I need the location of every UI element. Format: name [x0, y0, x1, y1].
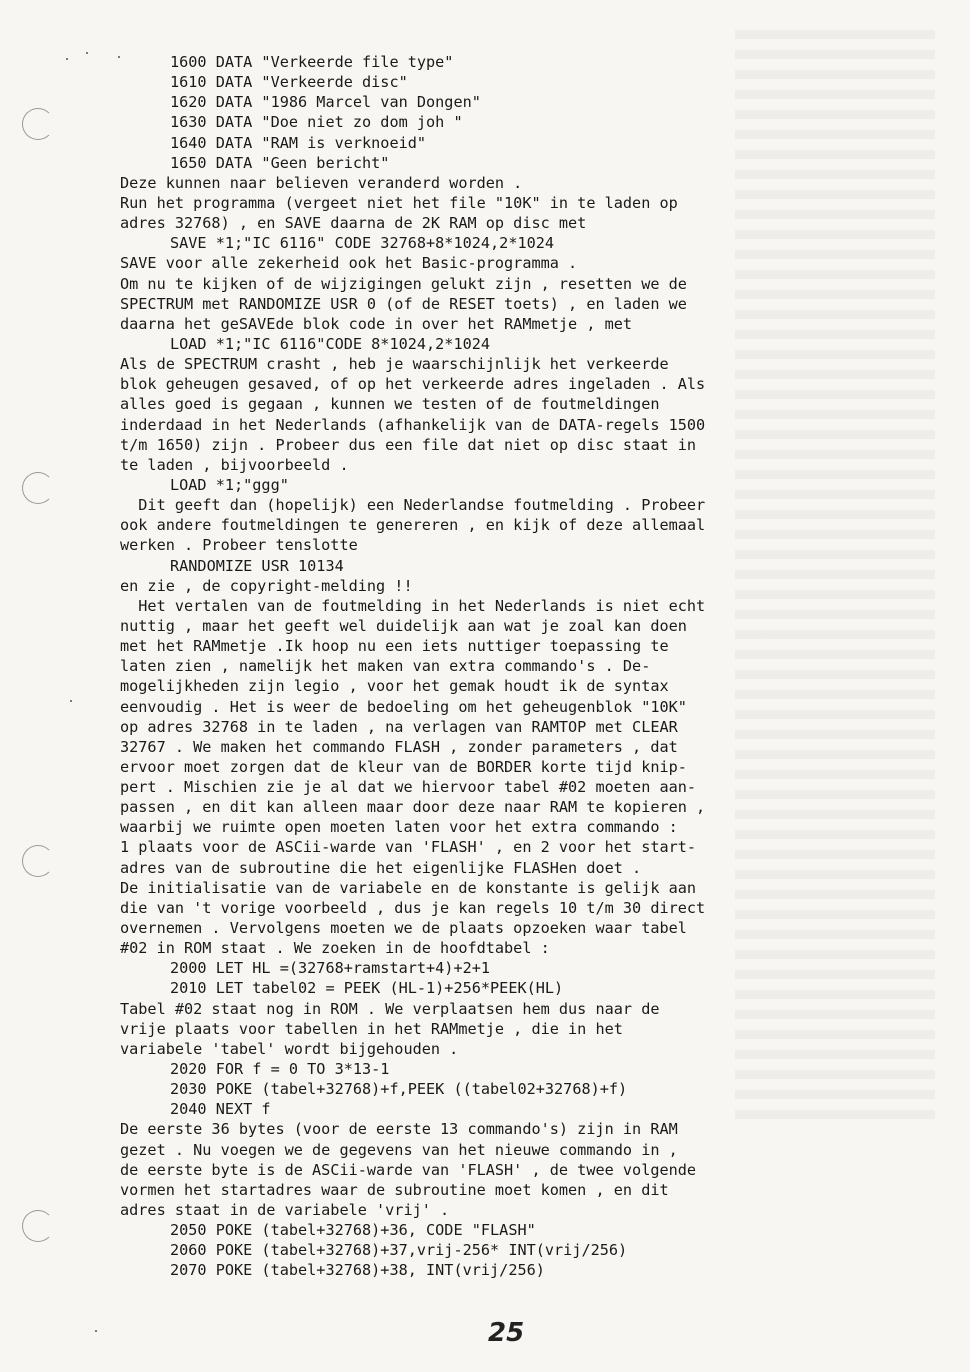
- code-line: 2070 POKE (tabel+32768)+38, INT(vrij/256): [170, 1261, 545, 1280]
- punch-hole: [22, 108, 54, 140]
- text-line: adres 32768) , en SAVE daarna de 2K RAM op disc met: [120, 214, 587, 233]
- text-line: inderdaad in het Nederlands (afhankelijk van de DATA-regels 1500: [120, 415, 706, 434]
- code-line: 2060 POKE (tabel+32768)+37,vrij-256* INT(vrij/256): [170, 1241, 628, 1260]
- text-line: en zie , de copyright-melding !!: [120, 576, 413, 595]
- text-line: vrije plaats voor tabellen in het RAMmetje , die in het: [120, 1019, 623, 1038]
- code-line: 2020 FOR f = 0 TO 3*13-1: [170, 1060, 390, 1079]
- text-line: blok geheugen gesaved, of op het verkeerde adres ingeladen . Als: [120, 375, 706, 394]
- text-line: nuttig , maar het geeft wel duidelijk aan wat je zoal kan doen: [120, 616, 687, 635]
- code-line: 1630 DATA "Doe niet zo dom joh ": [170, 113, 463, 132]
- code-line: RANDOMIZE USR 10134: [170, 556, 344, 575]
- text-line: te laden , bijvoorbeeld .: [120, 455, 349, 474]
- speck: [86, 52, 88, 54]
- code-line: 1640 DATA "RAM is verknoeid": [170, 133, 427, 152]
- text-line: Dit geeft dan (hopelijk) een Nederlandse foutmelding . Probeer: [120, 496, 706, 515]
- text-line: Het vertalen van de foutmelding in het Nederlands is niet echt: [120, 596, 706, 615]
- text-line: De eerste 36 bytes (voor de eerste 13 commando's) zijn in RAM: [120, 1120, 678, 1139]
- punch-hole: [22, 845, 54, 877]
- document-body: [120, 52, 920, 1281]
- text-line: mogelijkheden zijn legio , voor het gemak houdt ik de syntax: [120, 677, 669, 696]
- code-line: SAVE *1;"IC 6116" CODE 32768+8*1024,2*1024: [170, 234, 555, 253]
- text-line: overnemen . Vervolgens moeten we de plaats opzoeken waar tabel: [120, 919, 687, 938]
- text-line: SAVE voor alle zekerheid ook het Basic-programma .: [120, 254, 578, 273]
- code-line: LOAD *1;"ggg": [170, 475, 289, 494]
- text-line: vormen het startadres waar de subroutine moet komen , en dit: [120, 1180, 669, 1199]
- code-line: 2050 POKE (tabel+32768)+36, CODE "FLASH": [170, 1221, 536, 1240]
- code-line: 2000 LET HL =(32768+ramstart+4)+2+1: [170, 959, 491, 978]
- text-line: passen , en dit kan alleen maar door deze naar RAM te kopieren ,: [120, 798, 706, 817]
- punch-hole: [22, 472, 54, 504]
- text-line: gezet . Nu voegen we de gegevens van het nieuwe commando in ,: [120, 1140, 678, 1159]
- text-line: 1 plaats voor de ASCii-warde van 'FLASH' , en 2 voor het start-: [120, 838, 697, 857]
- text-line: eenvoudig . Het is weer de bedoeling om het geheugenblok "10K": [120, 697, 687, 716]
- text-line: pert . Mischien zie je al dat we hiervoor tabel #02 moeten aan-: [120, 778, 697, 797]
- text-line: 32767 . We maken het commando FLASH , zonder parameters , dat: [120, 737, 678, 756]
- punch-hole: [22, 1210, 54, 1242]
- speck: [70, 700, 72, 702]
- code-line: 1600 DATA "Verkeerde file type": [170, 53, 454, 71]
- text-line: met het RAMmetje .Ik hoop nu een iets nuttiger toepassing te: [120, 637, 669, 656]
- text-line: #02 in ROM staat . We zoeken in de hoofdtabel :: [120, 939, 550, 958]
- page-number: 25: [488, 1318, 525, 1348]
- code-line: 2010 LET tabel02 = PEEK (HL-1)+256*PEEK(HL): [170, 979, 564, 998]
- text-line: ervoor moet zorgen dat de kleur van de BORDER korte tijd knip-: [120, 757, 687, 776]
- text-line: adres staat in de variabele 'vrij' .: [120, 1201, 450, 1220]
- text-line: die van 't vorige voorbeeld , dus je kan regels 10 t/m 30 direct: [120, 898, 706, 917]
- text-line: Deze kunnen naar believen veranderd worden .: [120, 173, 523, 192]
- text-line: variabele 'tabel' wordt bijgehouden .: [120, 1039, 459, 1058]
- code-line: LOAD *1;"IC 6116"CODE 8*1024,2*1024: [170, 334, 491, 353]
- text-line: SPECTRUM met RANDOMIZE USR 0 (of de RESET toets) , en laden we: [120, 294, 687, 313]
- text-line: adres van de subroutine die het eigenlijke FLASHen doet .: [120, 858, 642, 877]
- text-line: Om nu te kijken of de wijzigingen gelukt zijn , resetten we de: [120, 274, 687, 293]
- speck: [66, 58, 68, 60]
- code-line: 2030 POKE (tabel+32768)+f,PEEK ((tabel02+32768)+f): [170, 1080, 628, 1099]
- text-line: Run het programma (vergeet niet het file "10K" in te laden op: [120, 193, 678, 212]
- text-line: daarna het geSAVEde blok code in over het RAMmetje , met: [120, 314, 633, 333]
- text-line: laten zien , namelijk het maken van extra commando's . De-: [120, 657, 651, 676]
- text-line: op adres 32768 in te laden , na verlagen van RAMTOP met CLEAR: [120, 717, 678, 736]
- code-line: 1650 DATA "Geen bericht": [170, 153, 390, 172]
- code-line: 1610 DATA "Verkeerde disc": [170, 73, 408, 92]
- code-line: 2040 NEXT f: [170, 1100, 271, 1119]
- text-line: Als de SPECTRUM crasht , heb je waarschijnlijk het verkeerde: [120, 355, 669, 374]
- text-line: ook andere foutmeldingen te genereren , en kijk of deze allemaal: [120, 516, 706, 535]
- text-line: t/m 1650) zijn . Probeer dus een file dat niet op disc staat in: [120, 435, 697, 454]
- text-line: werken . Probeer tenslotte: [120, 536, 358, 555]
- text-line: De initialisatie van de variabele en de konstante is gelijk aan: [120, 878, 697, 897]
- text-line: de eerste byte is de ASCii-warde van 'FLASH' , de twee volgende: [120, 1160, 697, 1179]
- text-line: waarbij we ruimte open moeten laten voor het extra commando :: [120, 818, 678, 837]
- text-line: alles goed is gegaan , kunnen we testen of de foutmeldingen: [120, 395, 660, 414]
- text-line: Tabel #02 staat nog in ROM . We verplaatsen hem dus naar de: [120, 999, 660, 1018]
- speck: [95, 1330, 97, 1332]
- code-line: 1620 DATA "1986 Marcel van Dongen": [170, 93, 481, 112]
